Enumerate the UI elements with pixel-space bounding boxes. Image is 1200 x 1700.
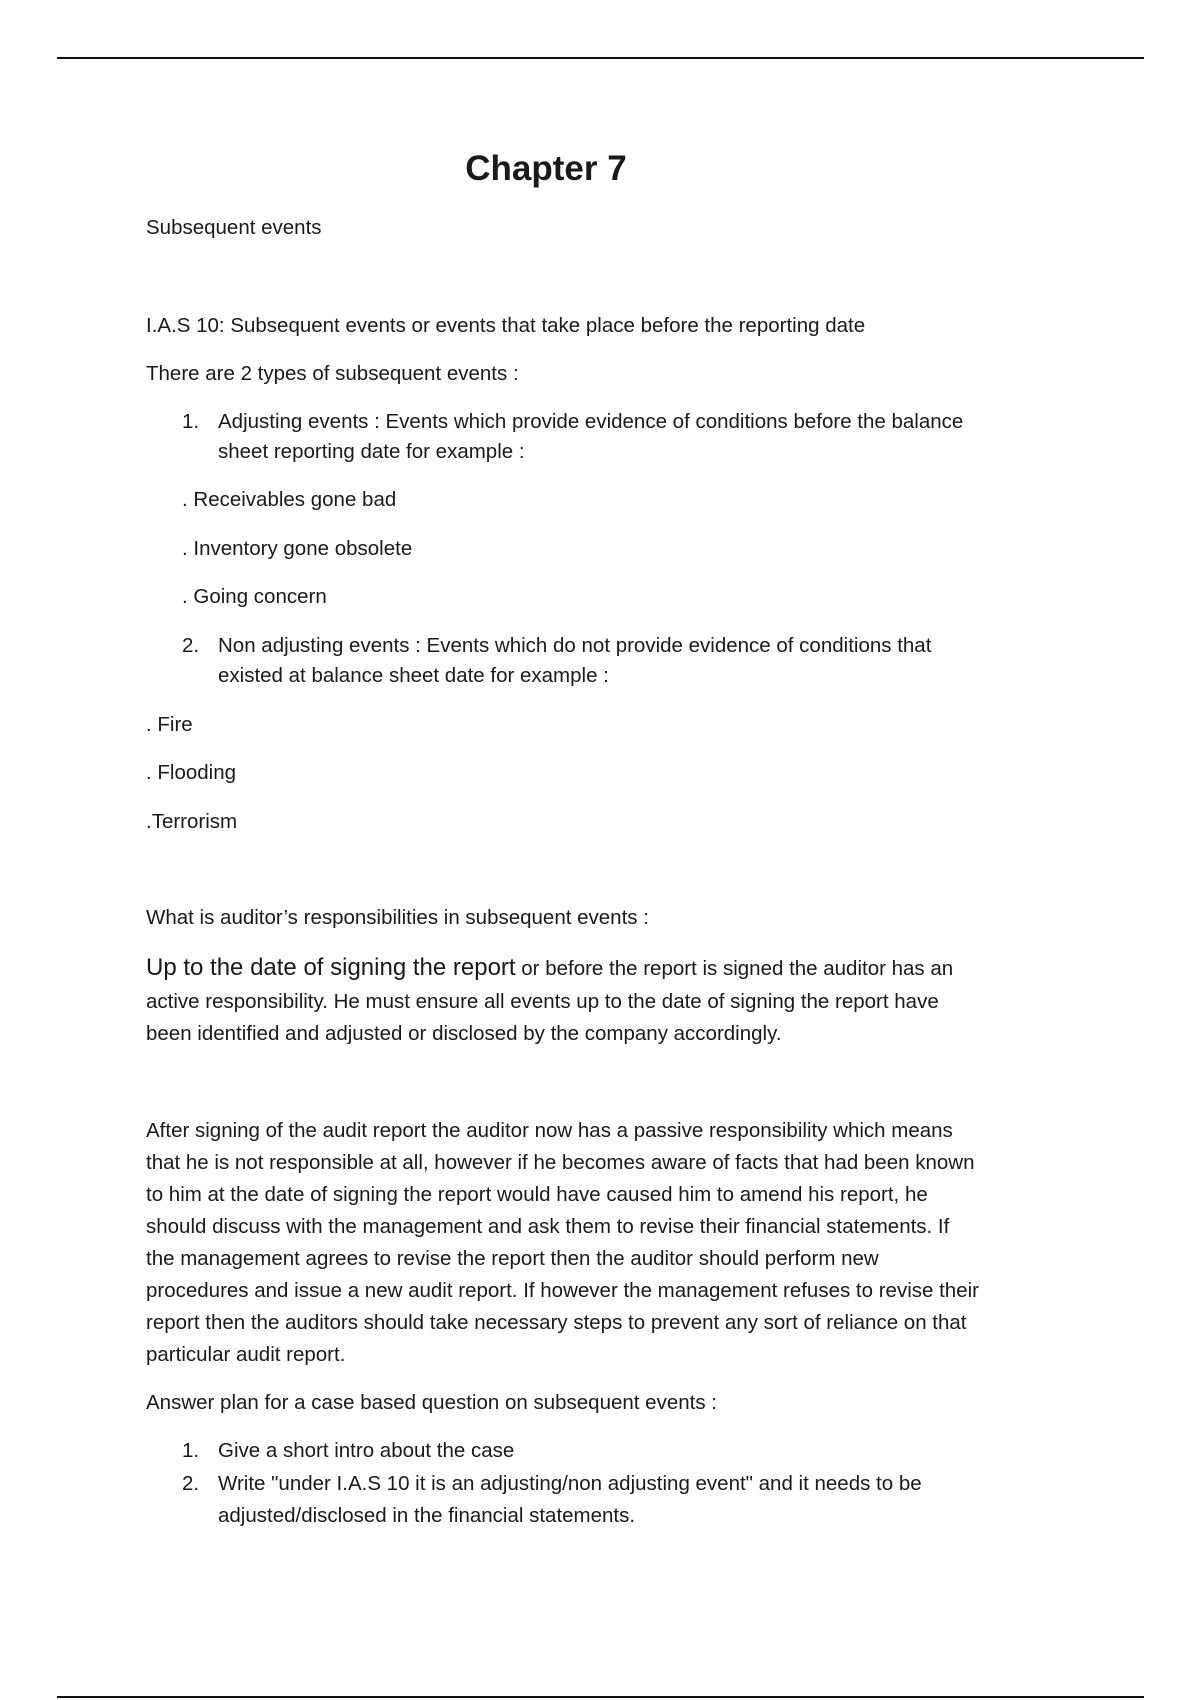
- non-adjusting-example: .Terrorism: [146, 810, 238, 833]
- answer-step-line-1: Write "under I.A.S 10 it is an adjusting/non adjusting event" and it needs to be: [218, 1472, 922, 1495]
- before-signing-line-2: active responsibility. He must ensure all events up to the date of signing the report have: [146, 990, 939, 1013]
- section-subtitle: Subsequent events: [146, 216, 322, 239]
- before-signing-line-3: been identified and adjusted or disclosed by the company accordingly.: [146, 1022, 782, 1045]
- bottom-rule: [57, 1696, 1144, 1698]
- non-adjusting-example: . Flooding: [146, 761, 237, 784]
- answer-plan-intro: Answer plan for a case based question on subsequent events :: [146, 1391, 717, 1414]
- adjusting-line-2: sheet reporting date for example :: [218, 440, 525, 463]
- non-adjusting-number: 2.: [182, 634, 200, 657]
- after-signing-line: After signing of the audit report the auditor now has a passive responsibility which means: [146, 1119, 953, 1142]
- before-signing-line-1: [146, 952, 953, 985]
- after-signing-line: should discuss with the management and ask them to revise their financial statements. If: [146, 1215, 950, 1238]
- after-signing-line: report then the auditors should take necessary steps to prevent any sort of reliance on that: [146, 1311, 967, 1334]
- responsibility-question: What is auditor’s responsibilities in subsequent events :: [146, 906, 649, 929]
- after-signing-line: to him at the date of signing the report would have caused him to amend his report, he: [146, 1183, 928, 1206]
- after-signing-line: the management agrees to revise the report then the auditor should perform new: [146, 1247, 879, 1270]
- adjusting-line-1: Adjusting events : Events which provide evidence of conditions before the balance: [218, 410, 964, 433]
- types-intro: There are 2 types of subsequent events :: [146, 362, 519, 385]
- non-adjusting-line-1: Non adjusting events : Events which do not provide evidence of conditions that: [218, 634, 932, 657]
- non-adjusting-example: . Fire: [146, 713, 193, 736]
- before-signing-lead: Up to the date of signing the report: [146, 954, 516, 981]
- non-adjusting-line-2: existed at balance sheet date for example :: [218, 664, 609, 687]
- adjusting-number: 1.: [182, 410, 200, 433]
- answer-step-line-1: Give a short intro about the case: [218, 1439, 515, 1462]
- adjusting-example: . Going concern: [182, 585, 327, 608]
- chapter-title: Chapter 7: [465, 149, 627, 188]
- top-rule: [57, 57, 1144, 59]
- before-signing-rest: or before the report is signed the auditor has an: [515, 957, 954, 980]
- adjusting-example: . Inventory gone obsolete: [182, 537, 413, 560]
- adjusting-example: . Receivables gone bad: [182, 488, 397, 511]
- answer-step-number: 1.: [182, 1439, 200, 1462]
- after-signing-line: particular audit report.: [146, 1343, 346, 1366]
- answer-step-line-2: adjusted/disclosed in the financial statements.: [218, 1504, 636, 1527]
- after-signing-line: that he is not responsible at all, however if he becomes aware of facts that had been known: [146, 1151, 975, 1174]
- answer-step-number: 2.: [182, 1472, 200, 1495]
- after-signing-line: procedures and issue a new audit report. If however the management refuses to revise their: [146, 1279, 979, 1302]
- ias-definition: I.A.S 10: Subsequent events or events that take place before the reporting date: [146, 314, 866, 337]
